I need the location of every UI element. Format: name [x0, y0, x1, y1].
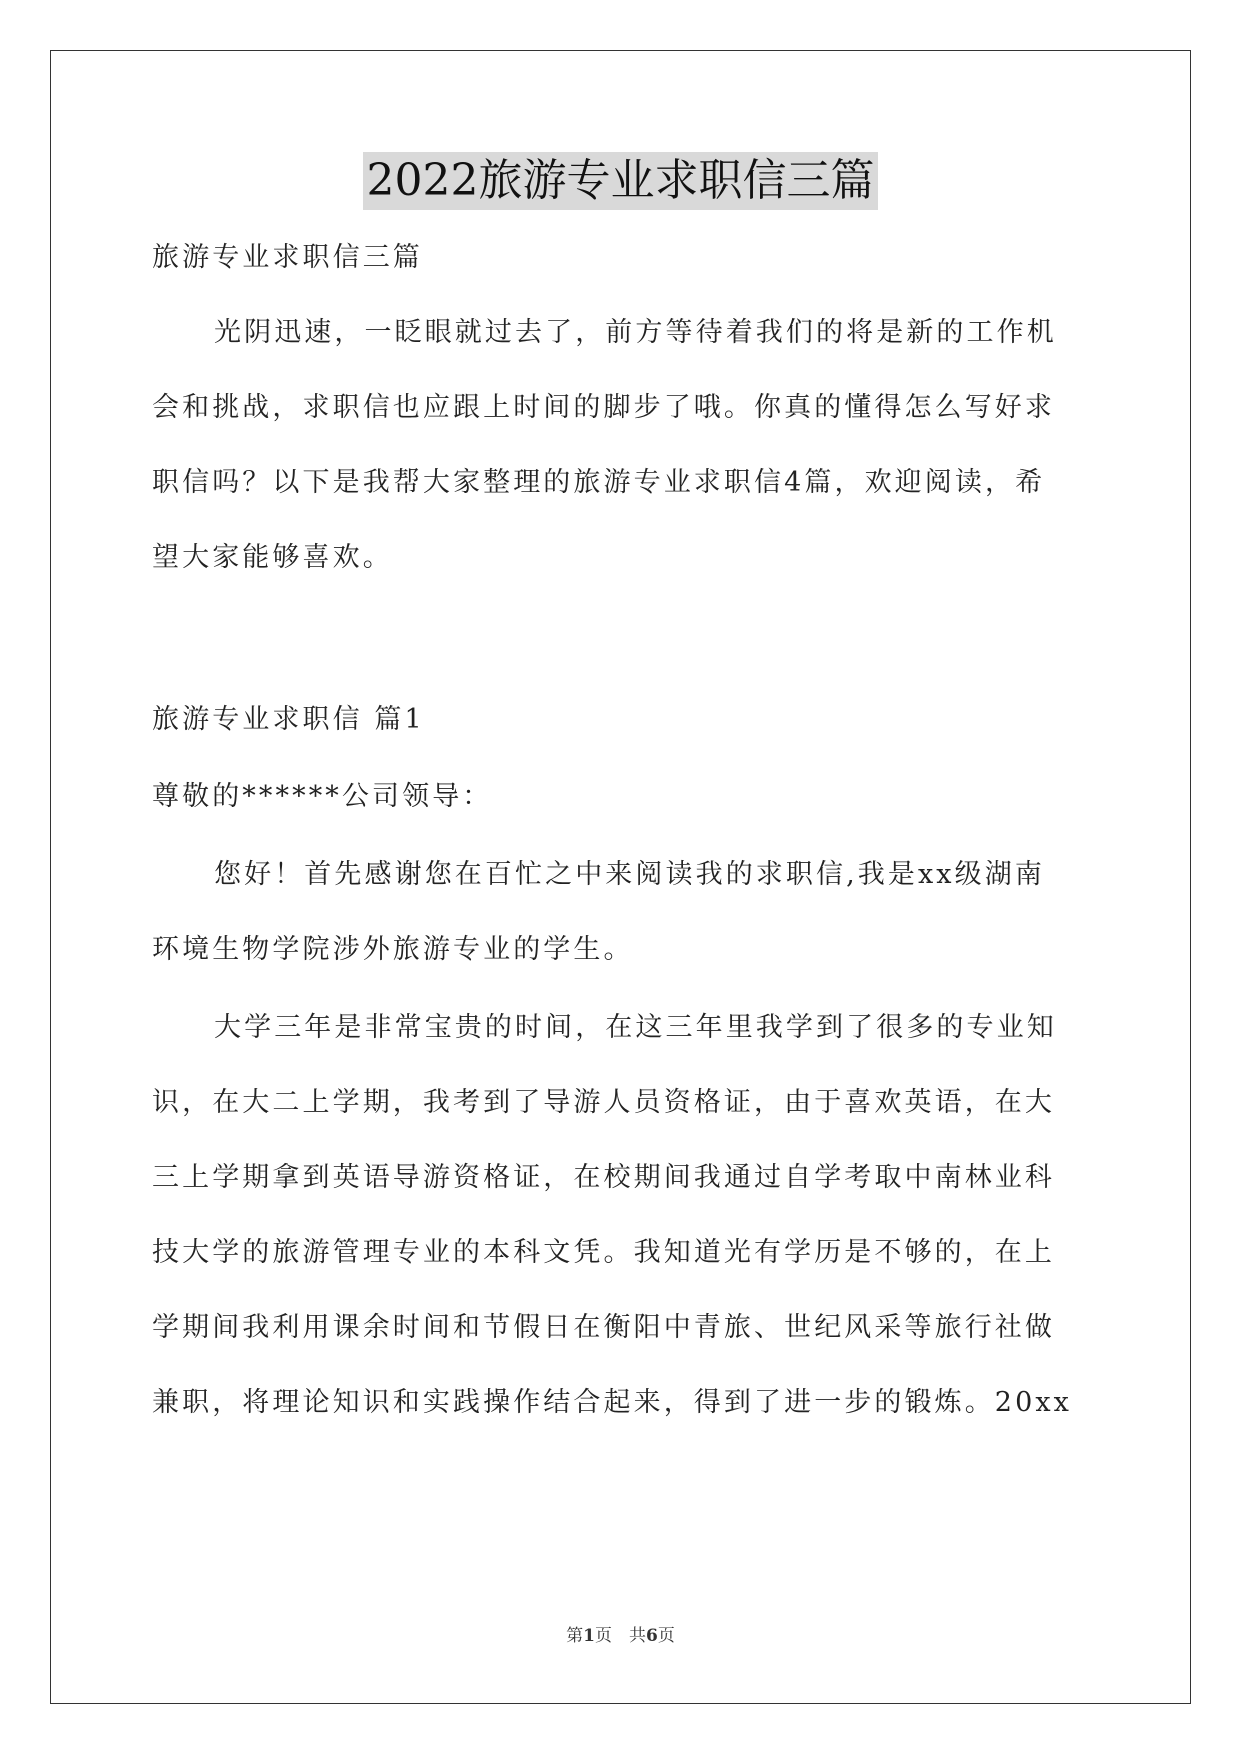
footer-current-page: 1 — [583, 1626, 595, 1646]
intro-line-2: 会和挑战，求职信也应跟上时间的脚步了哦。你真的懂得怎么写好求 — [152, 392, 1055, 423]
title-container — [0, 152, 1241, 210]
body-line-7: 学期间我利用课余时间和节假日在衡阳中青旅、世纪风采等旅行社做 — [152, 1312, 1055, 1343]
intro-line-1: 光阴迅速，一眨眼就过去了，前方等待着我们的将是新的工作机 — [214, 317, 1057, 348]
body-line-4: 识，在大二上学期，我考到了导游人员资格证，由于喜欢英语，在大 — [152, 1087, 1055, 1118]
subtitle-line: 旅游专业求职信三篇 — [152, 242, 423, 273]
intro-line-4: 望大家能够喜欢。 — [152, 542, 393, 573]
page-footer — [0, 1621, 1241, 1646]
section-heading: 旅游专业求职信 篇1 — [152, 704, 425, 735]
footer-suffix: 页 — [657, 1626, 675, 1646]
footer-prefix: 第 — [566, 1626, 584, 1646]
salutation-line: 尊敬的******公司领导： — [152, 781, 493, 812]
body-line-2: 环境生物学院涉外旅游专业的学生。 — [152, 934, 634, 965]
intro-line-3: 职信吗？以下是我帮大家整理的旅游专业求职信4篇，欢迎阅读，希 — [152, 467, 1046, 498]
footer-total-pages: 6 — [646, 1626, 658, 1646]
body-line-8: 兼职，将理论知识和实践操作结合起来，得到了进一步的锻炼。20xx — [152, 1387, 1073, 1418]
body-line-3: 大学三年是非常宝贵的时间，在这三年里我学到了很多的专业知 — [214, 1012, 1057, 1043]
body-line-1: 您好！首先感谢您在百忙之中来阅读我的求职信,我是xx级湖南 — [214, 859, 1045, 890]
body-line-6: 技大学的旅游管理专业的本科文凭。我知道光有学历是不够的，在上 — [152, 1237, 1055, 1268]
document-title: 2022旅游专业求职信三篇 — [363, 152, 879, 210]
footer-mid: 页 共 — [595, 1626, 646, 1646]
body-line-5: 三上学期拿到英语导游资格证，在校期间我通过自学考取中南林业科 — [152, 1162, 1055, 1193]
